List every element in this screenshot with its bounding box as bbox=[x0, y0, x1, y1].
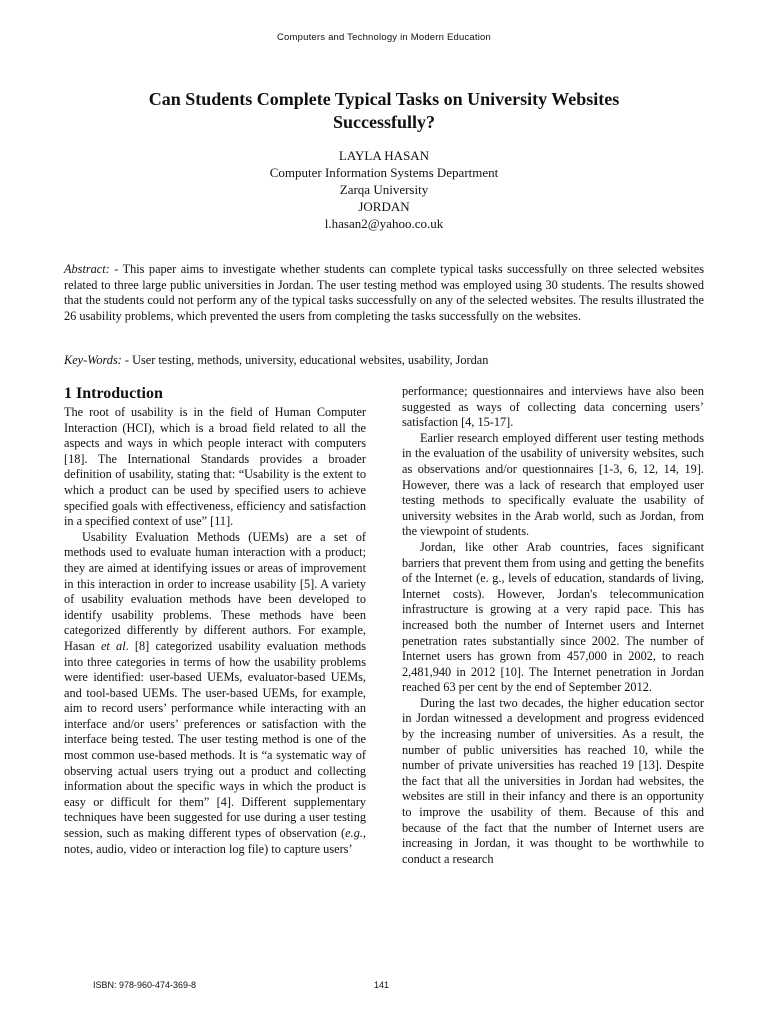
footer-page-number: 141 bbox=[374, 980, 390, 990]
paragraph-1: The root of usability is in the field of Human Computer Interaction (HCI), which is a broad field related to all the aspects and ways in which people interact with computers [18]. The International Standards provides a broader definition of usability, stating that: “Usability is the extent to which a product can be used by specified users to achieve specified goals with effectiveness, efficiency and satisfaction in a specified context of use” [11]. bbox=[64, 405, 366, 529]
keywords bbox=[64, 353, 704, 369]
paragraph-4: Earlier research employed different user testing methods in the evaluation of the usability of university websites, such as observations and/or questionnaires [1-3, 6, 12, 14, 19]. However, there was a lack of research that employed user testing methods to specifically evaluate the usability of university websites in the Arab world, such as Jordan, from the viewpoint of students. bbox=[402, 430, 704, 539]
paper-title bbox=[90, 88, 678, 134]
paragraph-2 bbox=[64, 530, 366, 857]
section-heading-introduction: 1 Introduction bbox=[64, 385, 163, 402]
abstract-label: Abstract: bbox=[64, 262, 110, 276]
paragraph-2-eg: e.g., bbox=[345, 826, 366, 841]
paragraph-2-et-al: et al bbox=[100, 638, 126, 653]
author-email: l.hasan2@yahoo.co.uk bbox=[324, 216, 444, 231]
running-head: Computers and Technology in Modern Education bbox=[276, 32, 492, 43]
left-column bbox=[64, 384, 366, 857]
author-department: Computer Information Systems Department bbox=[269, 165, 499, 180]
author-block bbox=[0, 147, 768, 232]
paragraph-2-part-a: Usability Evaluation Methods (UEMs) are a set of methods used to evaluate human interaction with a product; they are aimed at identifying issues or areas of improvement in this interaction in order to increase usability [5]. A variety of usability evaluation methods have been developed to identify usability problems. These methods have been categorized differently by different authors. For example, Hasan bbox=[64, 529, 366, 653]
paragraph-5: Jordan, like other Arab countries, faces significant barriers that prevent them from using and getting the benefits of the Internet (e. g., levels of education, standards of living, Internet costs). However, Jordan's telecommunication infrastructure is growing at a very rapid pace. This has increased both the number of Internet users and Internet penetration rates substantially since 2002. The number of Internet users has grown from 457,000 in 2002, to reach 2,481,940 in 2012 [10]. The Internet penetration in Jordan reached 63 per cent by the end of September 2012. bbox=[402, 539, 704, 695]
abstract-text: - This paper aims to investigate whether students can complete typical tasks successfully on three selected websites related to three large public universities in Jordan. The user testing method was employed using 30 students. The results showed that the students could not perform any of the typical tasks successfully on any of the selected websites. The results illustrated the 26 usability problems, which prevented the users from completing the tasks successfully on the websites. bbox=[64, 262, 704, 323]
keywords-label: Key-Words: bbox=[64, 353, 122, 367]
paragraph-2-part-b: . [8] categorized usability evaluation methods into three categories in terms of how the usability problems were identified: user-based UEMs, evaluator-based UEMs, and tool-based UEMs. The user-based UEMs, for example, aim to record users’ performance while interacting with an interface and/or users’ preferences or satisfaction with the interface being tested. The user testing method is one of the most common use-based methods. It is “a systematic way of observing actual users trying out a product and collecting information about the specific ways in which the product is easy or difficult for them” [4]. Different supplementary techniques have been suggested for use during a user testing session, such as making different types of observation ( bbox=[64, 638, 366, 841]
abstract bbox=[64, 262, 704, 324]
right-column bbox=[402, 384, 704, 867]
paragraph-3: performance; questionnaires and interviews have also been suggested as ways of collecting data concerning users’ satisfaction [4, 15-17]. bbox=[402, 384, 704, 430]
title-line-2: Successfully? bbox=[332, 112, 435, 132]
author-country: JORDAN bbox=[358, 199, 410, 214]
keywords-text: - User testing, methods, university, educational websites, usability, Jordan bbox=[121, 353, 489, 367]
paragraph-6: During the last two decades, the higher education sector in Jordan witnessed a development and progress evidenced by the increasing number of universities. As a result, the number of public universities has reached 10, while the number of private universities has reached 19 [13]. Despite the fact that all the universities in Jordan had websites, the websites are still in their infancy and there is an opportunity to improve the usability of them. Because of this and because of the fact that the number of Internet users are increasing in Jordan, it was thought to be worthwhile to conduct a research bbox=[402, 695, 704, 866]
title-line-1: Can Students Complete Typical Tasks on University Websites bbox=[148, 89, 620, 109]
paragraph-2-part-c: notes, audio, video or interaction log file) to capture users’ bbox=[64, 841, 353, 856]
footer-isbn: ISBN: 978-960-474-369-8 bbox=[93, 980, 197, 990]
author-university: Zarqa University bbox=[339, 182, 429, 197]
author-name: LAYLA HASAN bbox=[338, 148, 430, 163]
